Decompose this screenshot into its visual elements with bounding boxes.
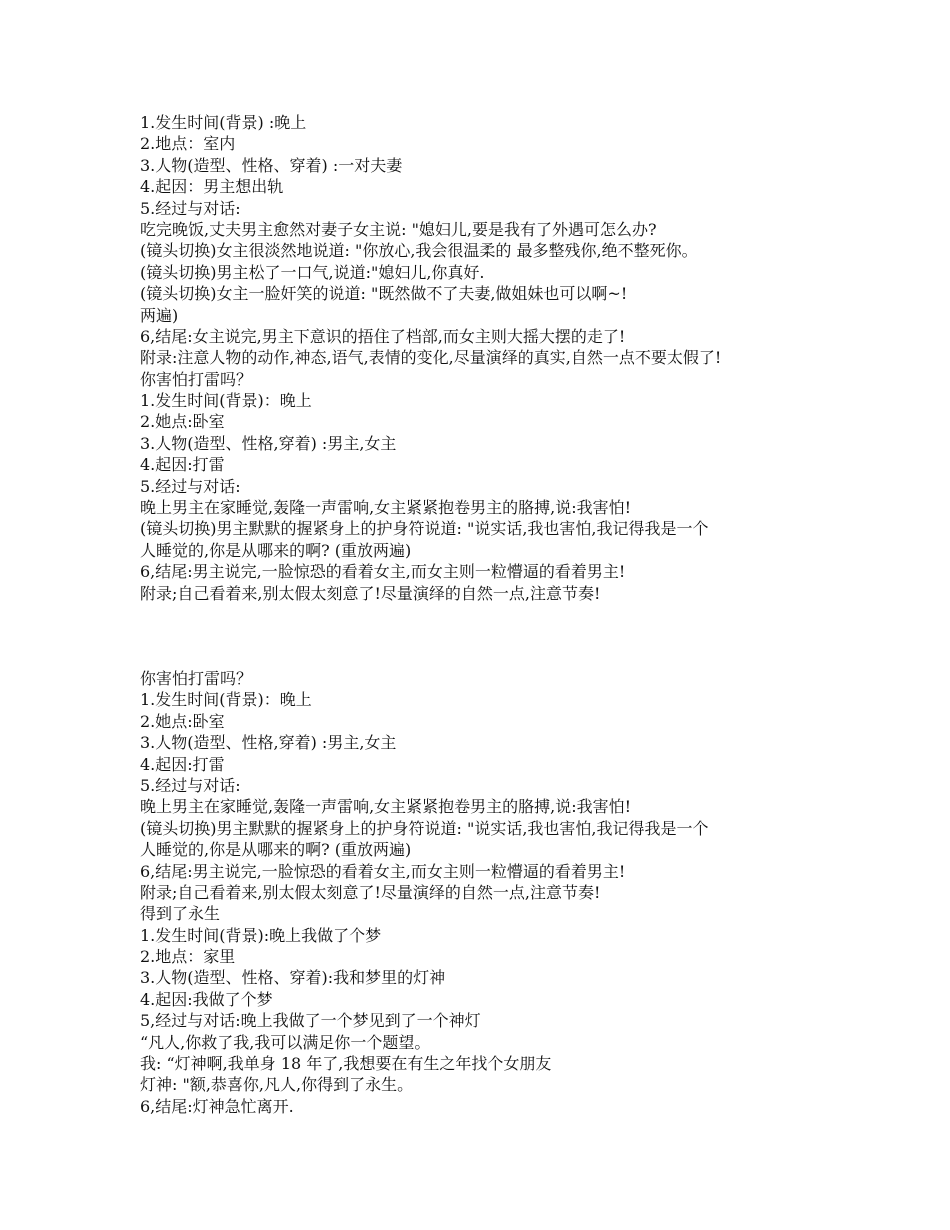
text-line: 5.经过与对话: (140, 476, 241, 496)
text-line: 5.经过与对话: (140, 198, 241, 218)
text-line: 5.经过与对话: (140, 775, 241, 795)
text-line: 1.发生时间(背景) :晚上 (140, 113, 307, 132)
script-section-2 (140, 668, 900, 1117)
document-body (140, 112, 900, 1117)
text-line: 2.她点:卧室 (140, 711, 225, 731)
text-line: 6,结尾:灯神急忙离开. (140, 1096, 294, 1116)
text-line: 附录;自己看着来,别太假太刻意了!尽量演绎的自然一点,注意节奏! (140, 882, 601, 902)
text-line: 我: “灯神啊,我单身 18 年了,我想要在有生之年找个女朋友 (140, 1054, 552, 1074)
text-line: 6,结尾:女主说完,男主下意识的捂住了档部,而女主则大摇大摆的走了! (140, 326, 626, 346)
text-line: 晚上男主在家睡觉,轰隆一声雷响,女主紧紧抱卷男主的胳搏,说:我害怕! (140, 498, 632, 518)
text-line: 4.起因:我做了个梦 (140, 989, 273, 1009)
text-line: 4.起因:打雷 (140, 455, 225, 475)
text-line: 两遍) (140, 305, 179, 325)
text-line: 2.她点:卧室 (140, 412, 225, 432)
text-line: 3.人物(造型、性格,穿着) :男主,女主 (140, 433, 397, 453)
section-spacer (140, 604, 900, 668)
text-line: 人睡觉的,你是从哪来的啊? (重放两遍) (140, 840, 412, 860)
text-line: 4.起因:打雷 (140, 754, 225, 774)
text-line: 晚上男主在家睡觉,轰隆一声雷响,女主紧紧抱卷男主的胳搏,说:我害怕! (140, 797, 632, 817)
text-line: 4.起因：男主想出轨 (140, 177, 284, 197)
text-line: 3.人物(造型、性格,穿着) :男主,女主 (140, 733, 397, 753)
text-line: 2.地点：家里 (140, 947, 236, 967)
text-line: 1.发生时间(背景)：晚上 (140, 690, 312, 710)
text-line: (镜头切换)男主松了一口气,说道:"媳妇儿,你真好. (140, 262, 485, 282)
text-line: “凡人,你救了我,我可以满足你一个题望。 (140, 1032, 431, 1052)
text-line: (镜头切换)女主一脸奸笑的说道: "既然做不了夫妻,做姐妹也可以啊~! (140, 284, 628, 304)
text-line: 人睡觉的,你是从哪来的啊? (重放两遍) (140, 540, 412, 560)
text-line: 灯神: "额,恭喜你,凡人,你得到了永生。 (140, 1075, 414, 1095)
text-line: 附录;自己看着来,别太假太刻意了!尽量演绎的自然一点,注意节奏! (140, 583, 601, 603)
text-line: 你害怕打雷吗？ (140, 369, 253, 389)
text-line: 吃完晚饭,丈夫男主愈然对妻子女主说: "媳妇儿,要是我有了外遇可怎么办? (140, 219, 657, 239)
text-line: 2.地点：室内 (140, 134, 236, 154)
text-line: 6,结尾:男主说完,一脸惊恐的看着女主,而女主则一粒懵逼的看着男主! (140, 562, 626, 582)
script-section-1 (140, 112, 900, 604)
text-line: 1.发生时间(背景)：晚上 (140, 391, 312, 411)
text-line: 3.人物(造型、性格、穿着) :一对夫妻 (140, 155, 403, 175)
text-line: 1.发生时间(背景):晚上我做了个梦 (140, 925, 382, 945)
text-line: (镜头切换)男主默默的握紧身上的护身符说道: "说实话,我也害怕,我记得我是一个 (140, 519, 709, 539)
text-line: (镜头切换)女主很淡然地说道: "你放心,我会很温柔的 最多整残你,绝不整死你。 (140, 241, 698, 261)
text-line: 6,结尾:男主说完,一脸惊恐的看着女主,而女主则一粒懵逼的看着男主! (140, 861, 626, 881)
text-line: 3.人物(造型、性格、穿着):我和梦里的灯神 (140, 968, 446, 988)
text-line: (镜头切换)男主默默的握紧身上的护身符说道: "说实话,我也害怕,我记得我是一个 (140, 818, 709, 838)
text-line: 5,经过与对话:晚上我做了一个梦见到了一个神灯 (140, 1011, 481, 1031)
text-line: 得到了永生 (140, 904, 221, 924)
text-line: 附录:注意人物的动作,神态,语气,表情的变化,尽量演绎的真实,自然一点不要太假了! (140, 348, 722, 368)
text-line: 你害怕打雷吗？ (140, 668, 253, 688)
